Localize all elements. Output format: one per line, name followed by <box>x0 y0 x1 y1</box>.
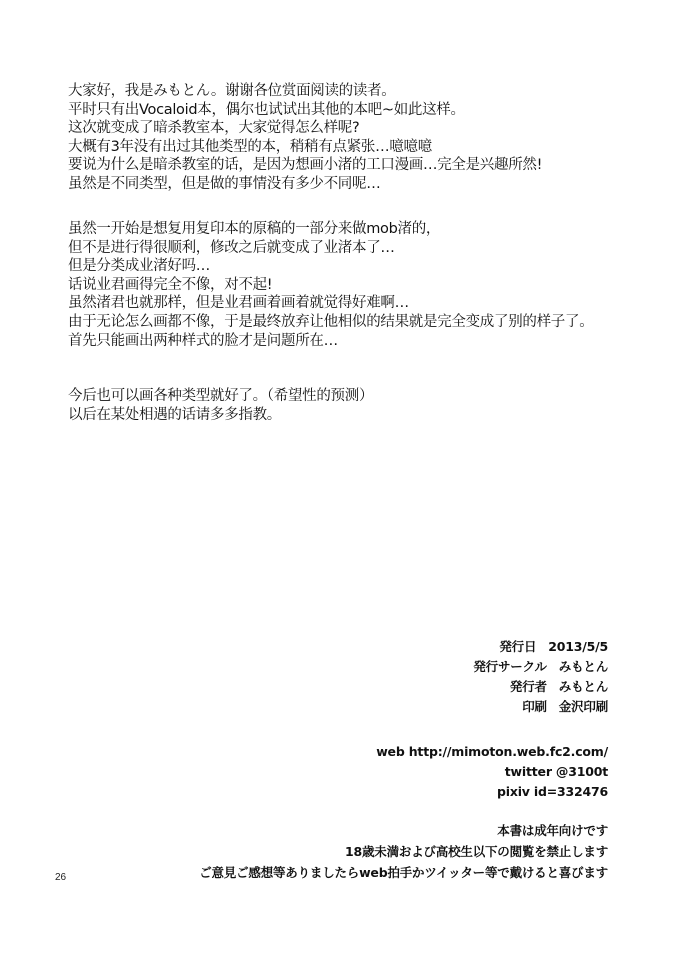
text-line: 由于无论怎么画都不像，于是最终放弃让他相似的结果就是完全变成了别的样子了。 <box>68 313 594 330</box>
text-line: 话说业君画得完全不像，对不起! <box>68 276 273 293</box>
colophon-label: 発行サークル <box>473 659 547 674</box>
colophon-row-date <box>473 637 608 657</box>
colophon-value: 金沢印刷 <box>558 699 608 714</box>
text-line: 虽然一开始是想复用复印本的原稿的一部分来做mob渚的， <box>68 221 441 237</box>
text-line: 大家好，我是みもとん。谢谢各位赏面阅读的读者。 <box>68 83 396 99</box>
colophon-value: みもとん <box>558 659 608 674</box>
notices <box>199 820 608 883</box>
text-line: 平时只有出Vocaloid本，偶尔也试试出其他的本吧~如此这样。 <box>68 101 465 118</box>
colophon-row-printer <box>473 697 608 717</box>
age-restriction-notice: 18歳未満および高校生以下の閲覧を禁止します <box>345 844 608 859</box>
colophon-label: 発行者 <box>509 679 547 694</box>
text-line: 今后也可以画各种类型就好了。（希望性的预测） <box>68 388 374 404</box>
colophon-label: 発行日 <box>499 639 537 654</box>
text-line: 要说为什么是暗杀教室的话，是因为想画小渚的工口漫画…完全是兴趣所然! <box>68 157 543 174</box>
text-line: 大概有3年没有出过其他类型的本，稍稍有点紧张…噫噫噫 <box>68 138 432 155</box>
text-line: 但不是进行得很顺利，修改之后就变成了业渚本了… <box>68 239 395 256</box>
colophon-row-publisher <box>473 677 608 697</box>
text-line: 虽然渚君也就那样，但是业君画着画着就觉得好难啊… <box>68 295 409 312</box>
afterword-paragraph-1 <box>68 82 542 194</box>
text-line: 这次就变成了暗杀教室本，大家觉得怎么样呢? <box>68 120 360 137</box>
pixiv-id: pixiv id=332476 <box>497 784 608 799</box>
twitter-handle: twitter @3100t <box>504 764 608 779</box>
text-line: 首先只能画出两种样式的脸才是问题所在… <box>68 332 338 349</box>
text-line: 以后在某处相遇的话请多多指教。 <box>68 406 281 423</box>
feedback-notice: ご意見ご感想等ありましたらweb拍手かツイッター等で戴けると喜びます <box>199 865 608 880</box>
text-line: 但是分类成业渚好吗… <box>68 258 210 275</box>
web-link: web http://mimoton.web.fc2.com/ <box>376 744 608 759</box>
colophon-label: 印刷 <box>522 699 547 714</box>
adult-notice: 本書は成年向けです <box>497 823 608 838</box>
contact-links <box>376 742 608 802</box>
colophon-value: みもとん <box>558 679 608 694</box>
colophon-info <box>473 637 608 717</box>
colophon-row-circle <box>473 657 608 677</box>
text-line: 虽然是不同类型，但是做的事情没有多少不同呢… <box>68 175 381 192</box>
colophon-value: 2013/5/5 <box>548 639 608 654</box>
page-number: 26 <box>55 872 67 883</box>
afterword-paragraph-2 <box>68 220 593 350</box>
afterword-paragraph-3 <box>68 387 373 424</box>
